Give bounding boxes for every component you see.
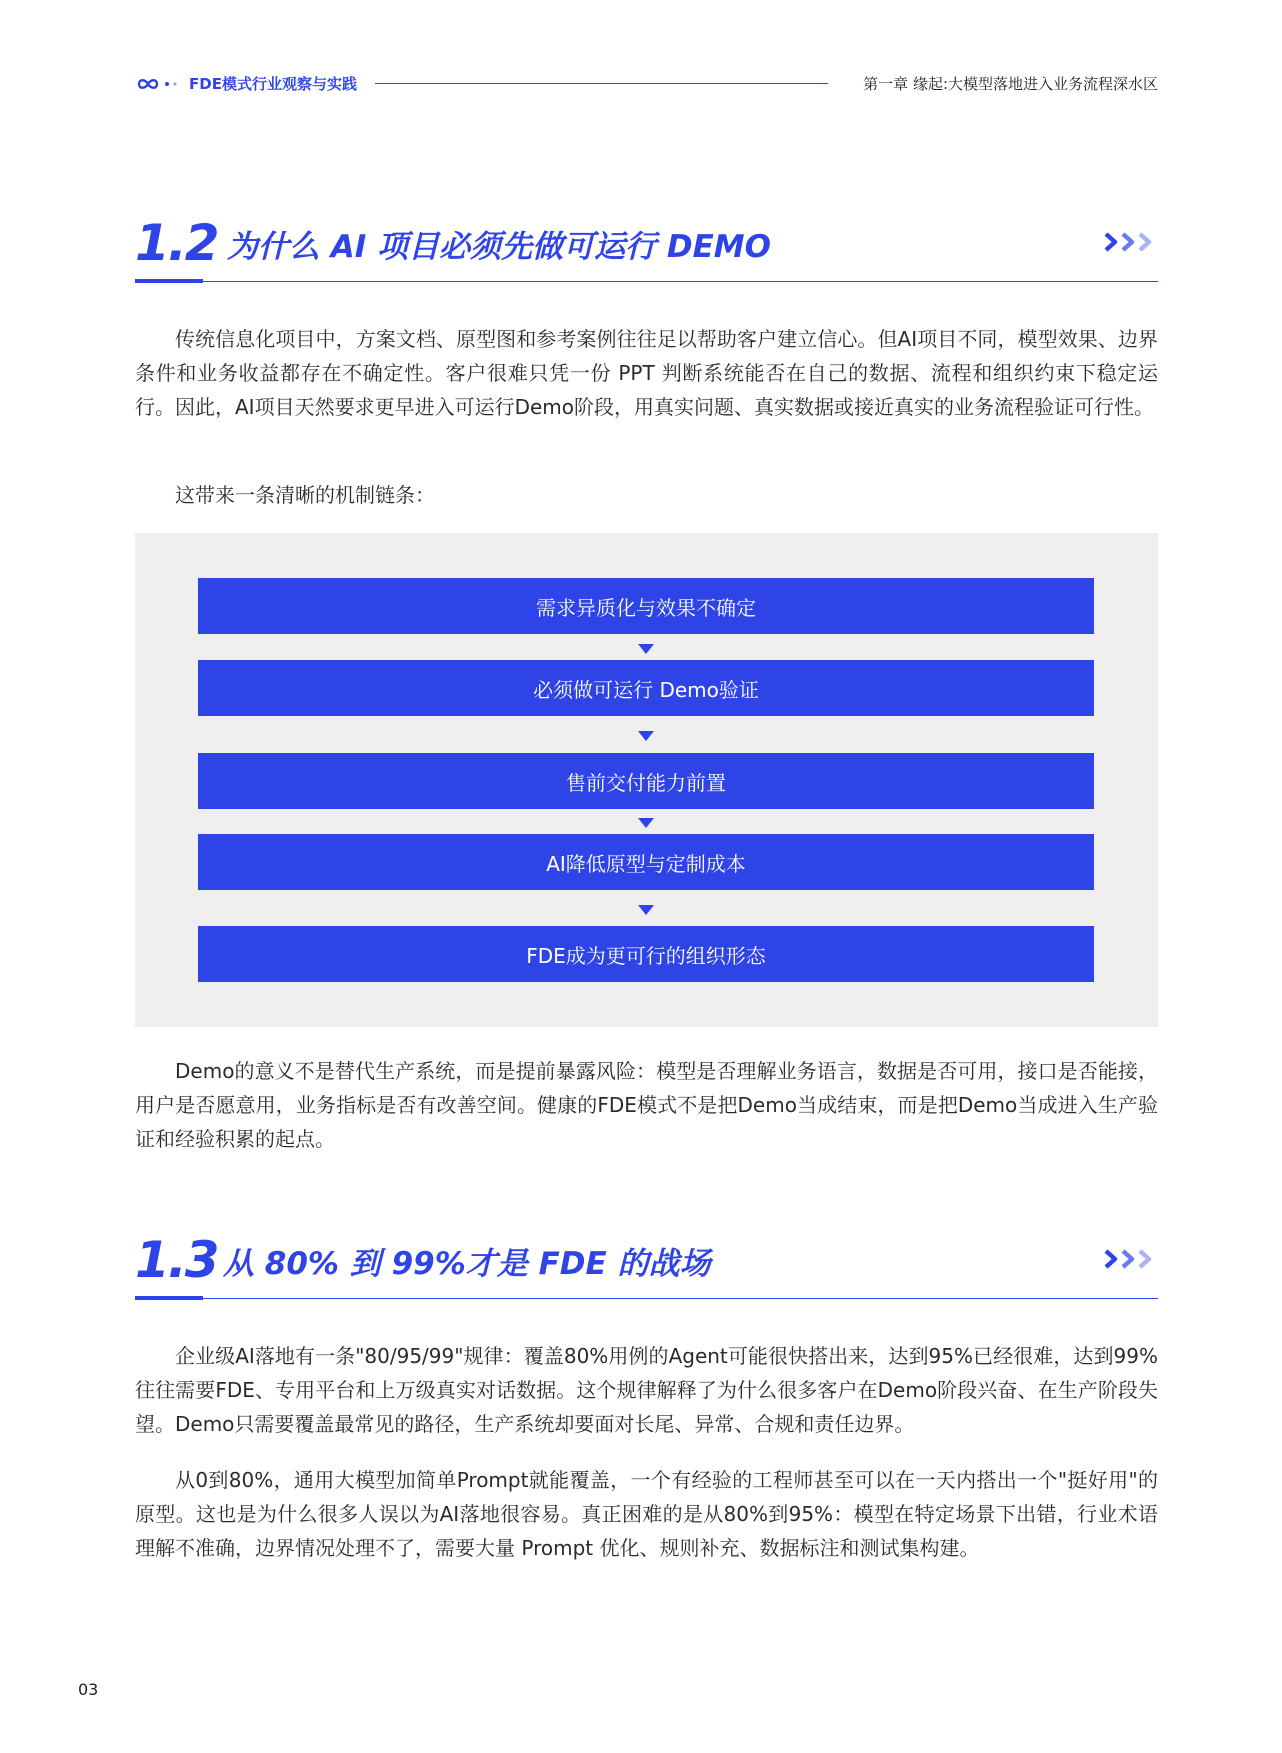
flow-step: 必须做可运行 Demo验证 [198, 660, 1094, 716]
flow-step: 需求异质化与效果不确定 [198, 578, 1094, 634]
flow-step: 售前交付能力前置 [198, 753, 1094, 809]
chevrons-right-icon [1102, 1246, 1158, 1272]
flow-step: FDE成为更可行的组织形态 [198, 926, 1094, 982]
down-arrow-icon [638, 644, 654, 654]
paragraph-demo-meaning: Demo的意义不是替代生产系统，而是提前暴露风险：模型是否理解业务语言，数据是否可用，接口是否能接，用户是否愿意用，业务指标是否有改善空间。健康的FDE模式不是把Demo当成结束，而是把Demo当成进入生产验证和经验积累的起点。 [135, 1059, 1158, 1151]
header-brand: FDE模式行业观察与实践 [189, 75, 357, 93]
mechanism-flow-chart [135, 533, 1158, 1027]
chevrons-right-icon [1102, 229, 1158, 255]
paragraph-0-to-80: 从0到80%，通用大模型加简单Prompt就能覆盖，一个有经验的工程师甚至可以在一天内搭出一个"挺好用"的原型。这也是为什么很多人误以为AI落地很容易。真正困难的是从80%到95%：模型在特定场景下出错，行业术语理解不准确，边界情况处理不了，需要大量 Prompt 优化、规则补充、数据标注和测试集构建。 [135, 1468, 1158, 1560]
section-rule [135, 281, 1158, 282]
section-number: 1.2 [135, 214, 218, 272]
section-heading-1-2 [135, 213, 1158, 277]
section-heading-1-3 [135, 1230, 1158, 1294]
page-number: 03 [78, 1680, 99, 1699]
infinity-logo-icon [135, 75, 191, 93]
section-title: 为什么 AI 项目必须先做可运行 DEMO [227, 229, 772, 265]
header-divider [375, 83, 828, 84]
header-chapter: 第一章 缘起:大模型落地进入业务流程深水区 [863, 75, 1158, 93]
page-header [135, 72, 1158, 96]
section-rule-accent [135, 1296, 203, 1300]
paragraph-traditional-projects: 传统信息化项目中，方案文档、原型图和参考案例往往足以帮助客户建立信心。但AI项目不同，模型效果、边界条件和业务收益都存在不确定性。客户很难只凭一份 PPT 判断系统能否在自己的数据、流程和组织约束下稳定运行。因此，AI项目天然要求更早进入可运行Demo阶段，用真实问题、真实数据或接近真实的业务流程验证可行性。 [135, 327, 1158, 419]
section-rule-accent [135, 279, 203, 283]
paragraph-mechanism-intro: 这带来一条清晰的机制链条： [175, 483, 435, 507]
flow-step: AI降低原型与定制成本 [198, 834, 1094, 890]
paragraph-80-95-99-rule: 企业级AI落地有一条"80/95/99"规律：覆盖80%用例的Agent可能很快搭出来，达到95%已经很难，达到99%往往需要FDE、专用平台和上万级真实对话数据。这个规律解释了为什么很多客户在Demo阶段兴奋、在生产阶段失望。Demo只需要覆盖最常见的路径，生产系统却要面对长尾、异常、合规和责任边界。 [135, 1344, 1158, 1436]
down-arrow-icon [638, 818, 654, 828]
section-rule [135, 1298, 1158, 1299]
section-number: 1.3 [135, 1231, 218, 1289]
section-title: 从 80% 到 99%才是 FDE 的战场 [223, 1246, 711, 1282]
down-arrow-icon [638, 731, 654, 741]
down-arrow-icon [638, 905, 654, 915]
